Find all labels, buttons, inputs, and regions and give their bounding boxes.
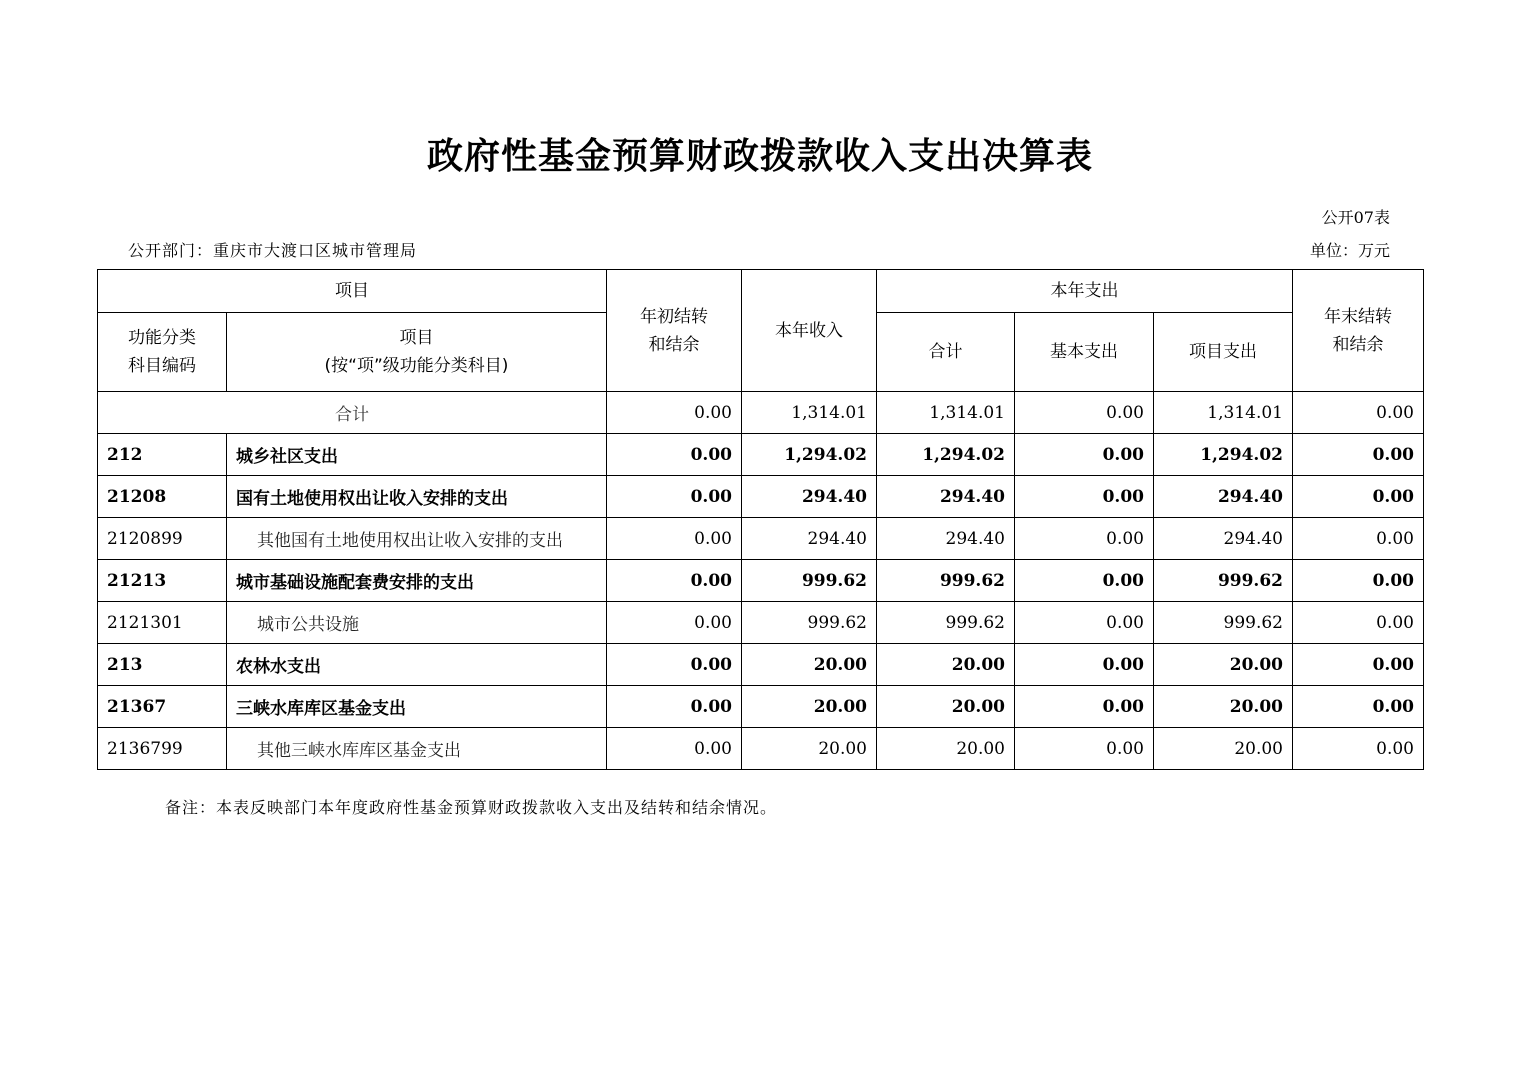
row-name: 城市基础设施配套费安排的支出 xyxy=(227,560,607,602)
footnote: 备注：本表反映部门本年度政府性基金预算财政拨款收入支出及结转和结余情况。 xyxy=(165,798,778,817)
row-income: 294.40 xyxy=(742,518,877,560)
row-code: 212 xyxy=(98,434,227,476)
total-basic: 0.00 xyxy=(1015,392,1154,434)
row-project: 999.62 xyxy=(1154,602,1293,644)
row-total: 999.62 xyxy=(877,602,1015,644)
table-row xyxy=(98,434,1424,476)
row-total: 999.62 xyxy=(877,560,1015,602)
table-row xyxy=(98,518,1424,560)
row-code: 213 xyxy=(98,644,227,686)
row-end-balance: 0.00 xyxy=(1293,728,1424,770)
total-label: 合计 xyxy=(98,392,607,434)
row-project: 1,294.02 xyxy=(1154,434,1293,476)
row-begin-balance: 0.00 xyxy=(607,686,742,728)
total-total: 1,314.01 xyxy=(877,392,1015,434)
budget-table xyxy=(97,269,1424,770)
row-end-balance: 0.00 xyxy=(1293,686,1424,728)
row-name: 农林水支出 xyxy=(227,644,607,686)
total-project: 1,314.01 xyxy=(1154,392,1293,434)
row-name: 城市公共设施 xyxy=(227,602,607,644)
unit-label: 单位：万元 xyxy=(1309,241,1390,260)
header-basic: 基本支出 xyxy=(1015,313,1154,392)
header-expense-group: 本年支出 xyxy=(877,270,1293,313)
row-project: 20.00 xyxy=(1154,644,1293,686)
row-begin-balance: 0.00 xyxy=(607,518,742,560)
row-end-balance: 0.00 xyxy=(1293,560,1424,602)
row-basic: 0.00 xyxy=(1015,644,1154,686)
table-row xyxy=(98,644,1424,686)
row-begin-balance: 0.00 xyxy=(607,728,742,770)
row-income: 294.40 xyxy=(742,476,877,518)
row-total: 20.00 xyxy=(877,686,1015,728)
row-begin-balance: 0.00 xyxy=(607,476,742,518)
header-name: 项目 (按“项”级功能分类科目) xyxy=(227,313,607,392)
table-number: 公开07表 xyxy=(1321,208,1390,227)
page-title: 政府性基金预算财政拨款收入支出决算表 xyxy=(426,136,1093,177)
row-total: 20.00 xyxy=(877,644,1015,686)
row-end-balance: 0.00 xyxy=(1293,434,1424,476)
row-name: 其他国有土地使用权出让收入安排的支出 xyxy=(227,518,607,560)
header-income: 本年收入 xyxy=(742,270,877,392)
table-row xyxy=(98,476,1424,518)
row-total: 294.40 xyxy=(877,476,1015,518)
row-begin-balance: 0.00 xyxy=(607,644,742,686)
header-total: 合计 xyxy=(877,313,1015,392)
row-code: 2120899 xyxy=(98,518,227,560)
total-row xyxy=(98,392,1424,434)
row-project: 294.40 xyxy=(1154,476,1293,518)
row-income: 20.00 xyxy=(742,644,877,686)
row-code: 2136799 xyxy=(98,728,227,770)
row-name: 其他三峡水库库区基金支出 xyxy=(227,728,607,770)
row-total: 1,294.02 xyxy=(877,434,1015,476)
row-income: 1,294.02 xyxy=(742,434,877,476)
row-end-balance: 0.00 xyxy=(1293,602,1424,644)
row-end-balance: 0.00 xyxy=(1293,644,1424,686)
header-end-balance: 年末结转 和结余 xyxy=(1293,270,1424,392)
row-basic: 0.00 xyxy=(1015,434,1154,476)
row-begin-balance: 0.00 xyxy=(607,602,742,644)
row-name: 三峡水库库区基金支出 xyxy=(227,686,607,728)
total-end-balance: 0.00 xyxy=(1293,392,1424,434)
row-income: 20.00 xyxy=(742,686,877,728)
row-code: 21208 xyxy=(98,476,227,518)
header-code: 功能分类 科目编码 xyxy=(98,313,227,392)
row-basic: 0.00 xyxy=(1015,560,1154,602)
row-basic: 0.00 xyxy=(1015,686,1154,728)
row-begin-balance: 0.00 xyxy=(607,434,742,476)
total-begin-balance: 0.00 xyxy=(607,392,742,434)
row-begin-balance: 0.00 xyxy=(607,560,742,602)
row-income: 999.62 xyxy=(742,602,877,644)
row-project: 20.00 xyxy=(1154,728,1293,770)
total-income: 1,314.01 xyxy=(742,392,877,434)
header-project-group: 项目 xyxy=(98,270,607,313)
row-basic: 0.00 xyxy=(1015,476,1154,518)
row-basic: 0.00 xyxy=(1015,518,1154,560)
row-income: 999.62 xyxy=(742,560,877,602)
row-code: 21367 xyxy=(98,686,227,728)
row-total: 294.40 xyxy=(877,518,1015,560)
row-name: 城乡社区支出 xyxy=(227,434,607,476)
table-row xyxy=(98,686,1424,728)
row-code: 2121301 xyxy=(98,602,227,644)
table-row xyxy=(98,602,1424,644)
row-basic: 0.00 xyxy=(1015,602,1154,644)
row-income: 20.00 xyxy=(742,728,877,770)
department-label: 公开部门：重庆市大渡口区城市管理局 xyxy=(128,241,418,260)
row-code: 21213 xyxy=(98,560,227,602)
row-end-balance: 0.00 xyxy=(1293,518,1424,560)
table-row xyxy=(98,728,1424,770)
row-total: 20.00 xyxy=(877,728,1015,770)
table-row xyxy=(98,560,1424,602)
row-basic: 0.00 xyxy=(1015,728,1154,770)
row-name: 国有土地使用权出让收入安排的支出 xyxy=(227,476,607,518)
row-project: 999.62 xyxy=(1154,560,1293,602)
header-project: 项目支出 xyxy=(1154,313,1293,392)
row-project: 294.40 xyxy=(1154,518,1293,560)
row-end-balance: 0.00 xyxy=(1293,476,1424,518)
row-project: 20.00 xyxy=(1154,686,1293,728)
header-begin-balance: 年初结转 和结余 xyxy=(607,270,742,392)
